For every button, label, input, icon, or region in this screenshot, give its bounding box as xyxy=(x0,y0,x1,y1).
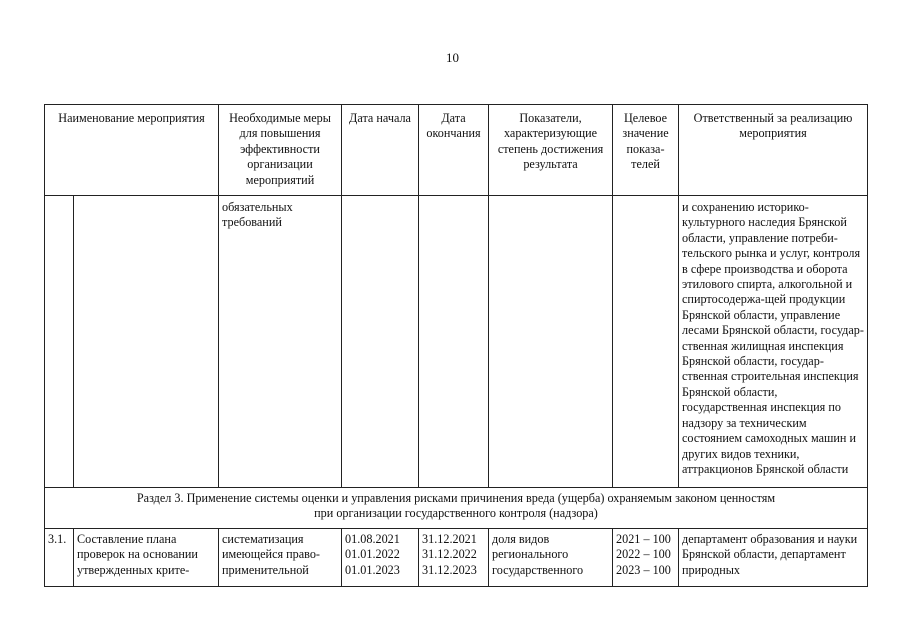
section-3-line1: Раздел 3. Применение системы оценки и управления рисками причинения вреда (ущерба) охраняемым законом ценностям xyxy=(136,491,776,505)
cell-number xyxy=(45,196,74,488)
header-start-date: Дата начала xyxy=(342,105,419,196)
header-responsible: Ответственный за реализацию мероприятия xyxy=(679,105,868,196)
end-date-1: 31.12.2021 xyxy=(422,532,477,546)
target-3: 2023 – 100 xyxy=(616,562,671,577)
cell-start-date xyxy=(342,196,419,488)
start-date-3: 01.01.2023 xyxy=(345,562,400,577)
cell-measures: систематизация имеющейся право-применительной xyxy=(219,529,342,587)
cell-number: 3.1. xyxy=(45,529,74,587)
header-target-value: Целевое значение показа- телей xyxy=(613,105,679,196)
table-row xyxy=(45,529,868,587)
cell-responsible: департамент образования и науки Брянской области, департамент природных xyxy=(679,529,868,587)
cell-end-date xyxy=(419,529,489,587)
cell-start-date xyxy=(342,529,419,587)
header-measures: Необходимые меры для повышения эффективности организации мероприятий xyxy=(219,105,342,196)
header-event-name: Наименование мероприятия xyxy=(45,105,219,196)
section-heading-row xyxy=(45,488,868,529)
cell-target xyxy=(613,529,679,587)
header-indicators: Показатели, характеризующие степень достижения результата xyxy=(489,105,613,196)
page-number: 10 xyxy=(446,50,459,65)
end-date-2: 31.12.2022 xyxy=(422,547,477,562)
measures-table xyxy=(44,104,868,587)
cell-indicator: доля видов регионального государственного xyxy=(489,529,613,587)
header-end-date: Дата окончания xyxy=(419,105,489,196)
target-1: 2021 – 100 xyxy=(616,532,671,546)
start-date-1: 01.08.2021 xyxy=(345,532,400,546)
table-header-row xyxy=(45,105,868,196)
cell-indicator xyxy=(489,196,613,488)
section-3-line2: при организации государственного контроля (надзора) xyxy=(314,506,598,521)
cell-name: Составление плана проверок на основании утвержденных крите- xyxy=(74,529,219,587)
cell-end-date xyxy=(419,196,489,488)
cell-responsible: и сохранению историко-культурного наследия Брянской области, управление потреби-тельского рынка и услуг, контроля в сфере производства и оборота этилового спирта, алкогольной и спиртосодержа-щей продукции Брянской области, управление лесами Брянской области, государ-ственная жилищная инспекция Брянской области, государ-ственная строительная инспекция Брянской области, государственная инспекция по надзору за техническим состоянием самоходных машин и других видов техники, аттракционов Брянской области xyxy=(679,196,868,488)
end-date-3: 31.12.2023 xyxy=(422,562,477,577)
target-2: 2022 – 100 xyxy=(616,547,671,562)
section-3-title xyxy=(45,488,868,529)
start-date-2: 01.01.2022 xyxy=(345,547,400,562)
cell-measures: обязательных требований xyxy=(219,196,342,488)
cell-target xyxy=(613,196,679,488)
table-row xyxy=(45,196,868,488)
cell-name xyxy=(74,196,219,488)
